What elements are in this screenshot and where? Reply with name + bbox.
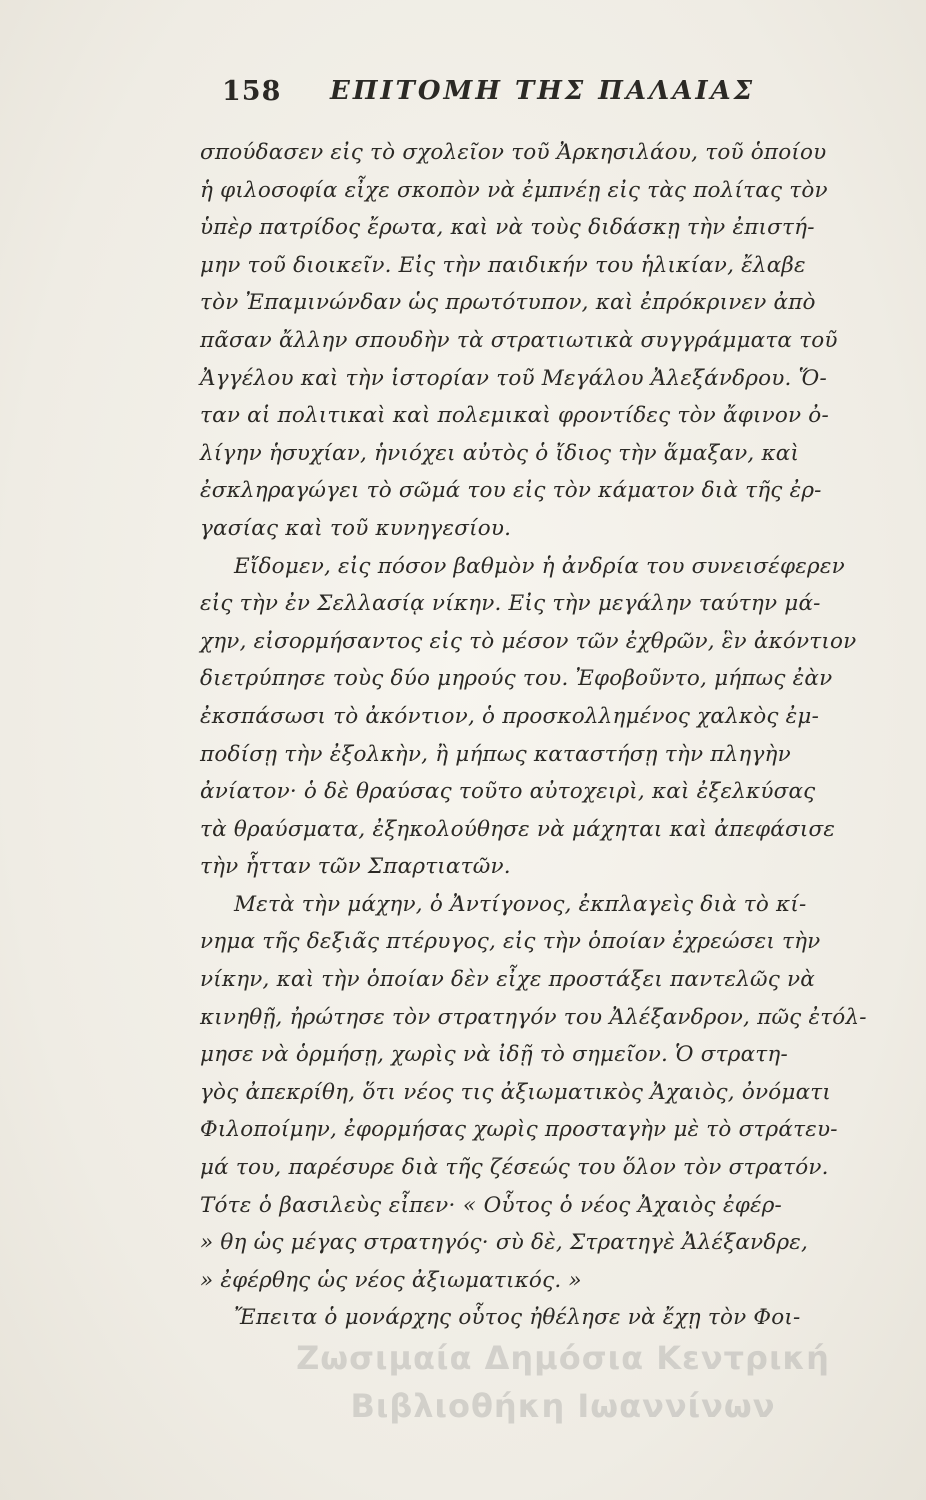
text-line: » θη ὡς μέγας στρατηγός· σὺ δὲ, Στρατηγὲ Ἀλέξανδρε, <box>200 1230 809 1256</box>
page-number: 158 <box>222 76 282 107</box>
text-line: γὸς ἀπεκρίθη, ὅτι νέος τις ἀξιωματικὸς Ἀχαιὸς, ὀνόματι <box>200 1079 832 1105</box>
text-line: πᾶσαν ἄλλην σπουδὴν τὰ στρατιωτικὰ συγγράμματα τοῦ <box>200 327 838 353</box>
text-line: Εἴδομεν, εἰς πόσον βαθμὸν ἡ ἀνδρία του συνεισέφερεν <box>234 553 845 579</box>
text-line: νίκην, καὶ τὴν ὁποίαν δὲν εἶχε προστάξει παντελῶς νὰ <box>200 967 816 993</box>
text-line: Ἔπειτα ὁ μονάρχης οὗτος ἠθέλησε νὰ ἔχῃ τὸν Φοι- <box>234 1305 801 1331</box>
text-line: γασίας καὶ τοῦ κυνηγεσίου. <box>200 515 512 541</box>
text-line: ἡ φιλοσοφία εἶχε σκοπὸν νὰ ἐμπνέῃ εἰς τὰς πολίτας τὸν <box>200 177 828 203</box>
text-line: ἀνίατον· ὁ δὲ θραύσας τοῦτο αὐτοχειρὶ, καὶ ἐξελκύσας <box>200 779 816 805</box>
text-line: ὑπὲρ πατρίδος ἔρωτα, καὶ νὰ τοὺς διδάσκῃ τὴν ἐπιστή- <box>200 215 815 241</box>
text-line: κινηθῇ, ἠρώτησε τὸν στρατηγόν του Ἀλέξανδρον, πῶς ἐτόλ- <box>200 1004 867 1030</box>
text-line: εἰς τὴν ἐν Σελλασίᾳ νίκην. Εἰς τὴν μεγάλην ταύτην μά- <box>200 591 821 617</box>
text-line: ἐσκληραγώγει τὸ σῶμά του εἰς τὸν κάματον διὰ τῆς ἐρ- <box>200 478 822 504</box>
text-line: Μετὰ τὴν μάχην, ὁ Ἀντίγονος, ἐκπλαγεὶς διὰ τὸ κί- <box>234 891 807 917</box>
text-line: μην τοῦ διοικεῖν. Εἰς τὴν παιδικήν του ἡλικίαν, ἔλαβε <box>200 252 806 278</box>
text-line: Φιλοποίμην, ἐφορμήσας χωρὶς προσταγὴν μὲ τὸ στράτευ- <box>200 1117 838 1143</box>
text-line: μησε νὰ ὁρμήσῃ, χωρὶς νὰ ἰδῇ τὸ σημεῖον. Ὁ στρατη- <box>200 1042 788 1068</box>
watermark-line: Ζωσιμαία Δημόσια Κεντρική <box>296 1339 830 1377</box>
body-text <box>200 134 867 1337</box>
text-line: ποδίσῃ τὴν ἐξολκὴν, ἢ μήπως καταστήσῃ τὴν πληγὴν <box>200 741 791 767</box>
text-line: σπούδασεν εἰς τὸ σχολεῖον τοῦ Ἀρκησιλάου, τοῦ ὁποίου <box>200 140 827 165</box>
text-line: ἐκσπάσωσι τὸ ἀκόντιον, ὁ προσκολλημένος χαλκὸς ἐμ- <box>200 703 820 729</box>
text-line: διετρύπησε τοὺς δύο μηρούς του. Ἐφοβοῦντο, μήπως ἐὰν <box>200 666 833 692</box>
text-line: μά του, παρέσυρε διὰ τῆς ζέσεώς του ὅλον τὸν στρατόν. <box>200 1155 829 1181</box>
text-line: » ἐφέρθης ὡς νέος ἀξιωματικός. » <box>200 1267 582 1293</box>
text-line: Τότε ὁ βασιλεὺς εἶπεν· « Οὗτος ὁ νέος Ἀχαιὸς ἐφέρ- <box>200 1192 782 1218</box>
text-line: Ἀγγέλου καὶ τὴν ἱστορίαν τοῦ Μεγάλου Ἀλεξάνδρου. Ὅ- <box>200 365 827 391</box>
text-line: τὰ θραύσματα, ἐξηκολούθησε νὰ μάχηται καὶ ἀπεφάσισε <box>200 816 836 842</box>
text-line: λίγην ἡσυχίαν, ἡνιόχει αὐτὸς ὁ ἴδιος τὴν ἅμαξαν, καὶ <box>200 440 800 466</box>
watermark-line: Βιβλιοθήκη Ιωαννίνων <box>350 1387 776 1425</box>
text-line: ταν αἱ πολιτικαὶ καὶ πολεμικαὶ φροντίδες τὸν ἄφινον ὀ- <box>200 403 829 429</box>
text-line: νημα τῆς δεξιᾶς πτέρυγος, εἰς τὴν ὁποίαν ἐχρεώσει τὴν <box>200 929 821 955</box>
library-watermark <box>200 1334 926 1430</box>
running-title: ΕΠΙΤΟΜΗ ΤΗΣ ΠΑΛΑΙΑΣ <box>330 76 756 106</box>
text-line: τὸν Ἐπαμινώνδαν ὡς πρωτότυπον, καὶ ἐπρόκρινεν ἀπὸ <box>200 290 816 316</box>
text-line: χην, εἰσορμήσαντος εἰς τὸ μέσον τῶν ἐχθρῶν, ἓν ἀκόντιον <box>200 628 857 654</box>
page-header <box>222 76 782 116</box>
text-line: τὴν ἧτταν τῶν Σπαρτιατῶν. <box>200 854 511 880</box>
